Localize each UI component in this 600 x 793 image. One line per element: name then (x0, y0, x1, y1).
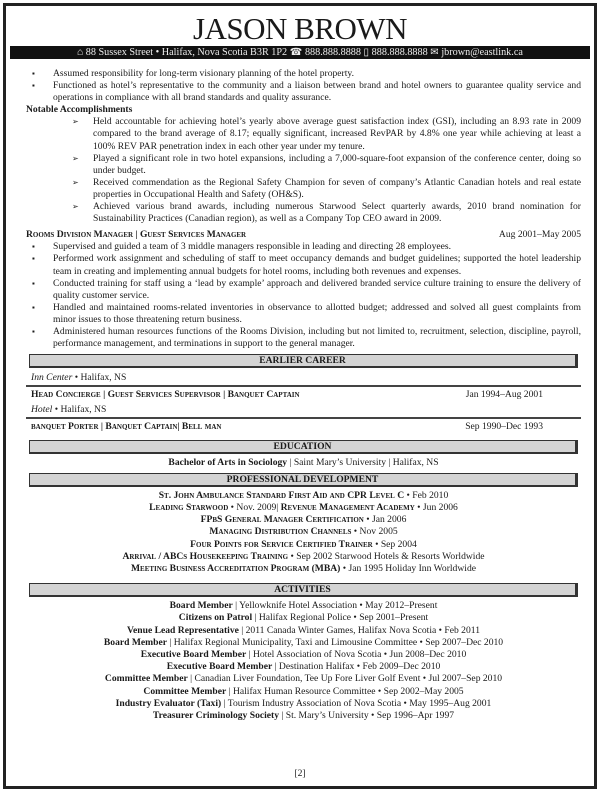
education-entry (26, 457, 581, 469)
list-item (26, 710, 581, 722)
section-heading-education: EDUCATION (29, 440, 578, 454)
list-item: ➢ Played a significant role in two hotel expansions, including a 7,000-square-foot expansion of the conference center, doing so under budget. (26, 153, 581, 177)
role-line (26, 419, 581, 435)
employer-location: • Halifax, NS (52, 404, 107, 416)
activity-detail: | Canadian Liver Foundation, Tee Up Fore Liver Golf Event • Jul 2007–Sep 2010 (187, 673, 503, 685)
role-line (26, 387, 581, 403)
job-dates: Aug 2001–May 2005 (498, 229, 581, 241)
section-heading-activities: ACTIVITIES (29, 583, 578, 597)
activity-role: Treasurer Criminology Society (152, 709, 280, 721)
list-item: ➢ Held accountable for achieving hotel’s yearly above average guest satisfaction index (GSI), including an 8.93 rate in 2009 compared to the brand average of 8.17; equally significant, increased RevPAR by 4.8% one year while achieving at least a 100% REV PAR penetration index in each other year under my tenure. (26, 116, 581, 152)
list-item: ▪ Assumed responsibility for long-term visionary planning of the hotel property. (26, 68, 581, 80)
activity-detail: | Halifax Regional Municipality, Taxi and Limousine Committee • Sep 2007–Dec 2010 (167, 636, 504, 648)
list-item (26, 490, 581, 502)
home-icon: ⌂ (77, 47, 84, 58)
role-title: banquet Porter | Banquet Captain| Bell man (31, 421, 222, 433)
list-item (26, 686, 581, 698)
list-item (26, 539, 581, 551)
course-date: • Jan 2006 (363, 514, 407, 526)
job-title: Rooms Division Manager | Guest Services Manager (26, 229, 247, 241)
activity-role: Venue Lead Representative (126, 624, 239, 636)
activity-detail: | Destination Halifax • Feb 2009–Dec 2010 (272, 661, 441, 673)
activity-detail: | 2011 Canada Winter Games, Halifax Nova Scotia • Feb 2011 (238, 624, 481, 636)
course-name: Four Points for Service Certified Trainer (190, 538, 373, 550)
activity-detail: | Yellowknife Hotel Association • May 2012–Present (232, 600, 438, 612)
employer-name: Hotel (31, 404, 53, 416)
activity-role: Board Member (169, 600, 233, 612)
list-item (26, 612, 581, 624)
list-item: ▪ Handled and maintained rooms-related inventories in observance to allotted budget; addressed and solved all guest complaints from minor issues to those threatening return business. (26, 302, 581, 326)
contact-bar (10, 46, 590, 59)
list-item (26, 526, 581, 538)
list-item (26, 600, 581, 612)
activity-detail: | St. Mary’s University • Sep 1996–Apr 1997 (279, 709, 455, 721)
section-heading-earlier-career: EARLIER CAREER (29, 354, 578, 368)
intro-bullets (26, 68, 581, 104)
course-date: • Sep 2004 (372, 538, 417, 550)
list-item (26, 563, 581, 575)
employer-line (26, 371, 581, 387)
candidate-name: JASON BROWN (192, 11, 408, 46)
activity-role: Executive Board Member (140, 648, 247, 660)
list-item (26, 514, 581, 526)
list-item (26, 551, 581, 563)
list-item: ➢ Achieved various brand awards, including numerous Starwood Select quarterly awards, 2010 brand nomination for Sustainability Practices (Canadian region), as well as a Company Top CEO award in 2009. (26, 201, 581, 225)
course-date: • Nov. 2009| (228, 501, 281, 513)
activity-detail: | Halifax Regional Police • Sep 2001–Present (252, 612, 429, 624)
list-item: ➢ Received commendation as the Regional Safety Champion for seven of company’s Atlantic Canadian hotels and real estate properties in Occupational Health and Safety (OH&S). (26, 177, 581, 201)
resume-page (3, 3, 597, 789)
employer-name: Inn Center (31, 372, 73, 384)
activity-role: Citizens on Patrol (178, 612, 253, 624)
list-item: ▪ Functioned as hotel’s representative to the community and a liaison between brand and hotel owners to guarantee quality service and operations in compliance with all brand standards and quality assurance. (26, 80, 581, 104)
course-name: Meeting Business Accreditation Program (MBA) (131, 562, 341, 574)
list-item (26, 673, 581, 685)
role-dates: Sep 1990–Dec 1993 (465, 421, 543, 433)
accomplishments-heading: Notable Accomplishments (26, 104, 133, 116)
degree: Bachelor of Arts in Sociology (168, 456, 288, 468)
course-date: • Jan 1995 Holiday Inn Worldwide (340, 562, 476, 574)
course-name: FPbS General Manager Certification (200, 514, 364, 526)
role-dates: Jan 1994–Aug 2001 (465, 389, 543, 401)
list-item (26, 698, 581, 710)
activity-detail: | Hotel Association of Nova Scotia • Jun 2008–Dec 2010 (246, 648, 467, 660)
phone-icon: ☎ (289, 47, 303, 58)
list-item: ▪ Performed work assignment and scheduling of staff to meet occupancy demands and budget guidelines; supported the hotel leadership team in creating and implementing annual budgets for hotel rooms, including both revenues and expenses. (26, 253, 581, 277)
employer-line (26, 403, 581, 419)
activity-detail: | Halifax Human Resource Committee • Sep 2002–May 2005 (226, 685, 464, 697)
course-name: St. John Ambulance Standard First Aid and CPR Level C (158, 489, 405, 501)
email-link[interactable]: jbrown@eastlink.ca (441, 47, 523, 58)
list-item (26, 637, 581, 649)
job-header (26, 229, 581, 241)
course-name: Managing Distribution Channels (209, 526, 352, 538)
list-item: ▪ Conducted training for staff using a ‘lead by example’ approach and delivered branded service culture training to ensure the delivery of quality customer service. (26, 278, 581, 302)
course-date: • Feb 2010 (404, 489, 449, 501)
course-date: • Nov 2005 (351, 526, 398, 538)
phone-secondary: 888.888.8888 (371, 47, 428, 58)
activities-list (26, 600, 581, 722)
page-number: [2] (294, 768, 306, 779)
employer-location: • Halifax, NS (72, 372, 127, 384)
mobile-icon: ▯ (363, 47, 370, 58)
job-bullets (26, 241, 581, 350)
activity-detail: | Tourism Industry Association of Nova Scotia • May 1995–Aug 2001 (221, 697, 492, 709)
course-date: • Jun 2006 (414, 501, 458, 513)
resume-content (26, 68, 581, 722)
activity-role: Committee Member (104, 673, 188, 685)
phone-primary: 888.888.8888 (304, 47, 361, 58)
section-heading-professional-development: PROFESSIONAL DEVELOPMENT (29, 473, 578, 487)
list-item (26, 661, 581, 673)
email-icon: ✉ (430, 47, 439, 58)
list-item (26, 649, 581, 661)
list-item (26, 502, 581, 514)
school: | Saint Mary’s University | Halifax, NS (287, 456, 439, 468)
course-name: Leading Starwood (149, 501, 229, 513)
accomplishments-list (26, 116, 581, 225)
activity-role: Industry Evaluator (Taxi) (115, 697, 222, 709)
list-item (26, 625, 581, 637)
role-title: Head Concierge | Guest Services Supervisor | Banquet Captain (31, 389, 300, 401)
list-item: ▪ Supervised and guided a team of 3 middle managers responsible in leading and directing 28 employees. (26, 241, 581, 253)
activity-role: Committee Member (143, 685, 227, 697)
course-name: Revenue Management Academy (280, 501, 415, 513)
activity-role: Board Member (103, 636, 168, 648)
activity-role: Executive Board Member (166, 661, 273, 673)
course-name: Arrival / ABCs Housekeeping Training (122, 550, 289, 562)
list-item: ▪ Administered human resources functions of the Rooms Division, including but not limited to, recruitment, selection, discipline, payroll, performance management, and terminations in support to the general manager. (26, 326, 581, 350)
professional-development-list (26, 490, 581, 575)
course-date: • Sep 2002 Starwood Hotels & Resorts Worldwide (288, 550, 485, 562)
address: 88 Sussex Street • Halifax, Nova Scotia B3R 1P2 (85, 47, 288, 58)
